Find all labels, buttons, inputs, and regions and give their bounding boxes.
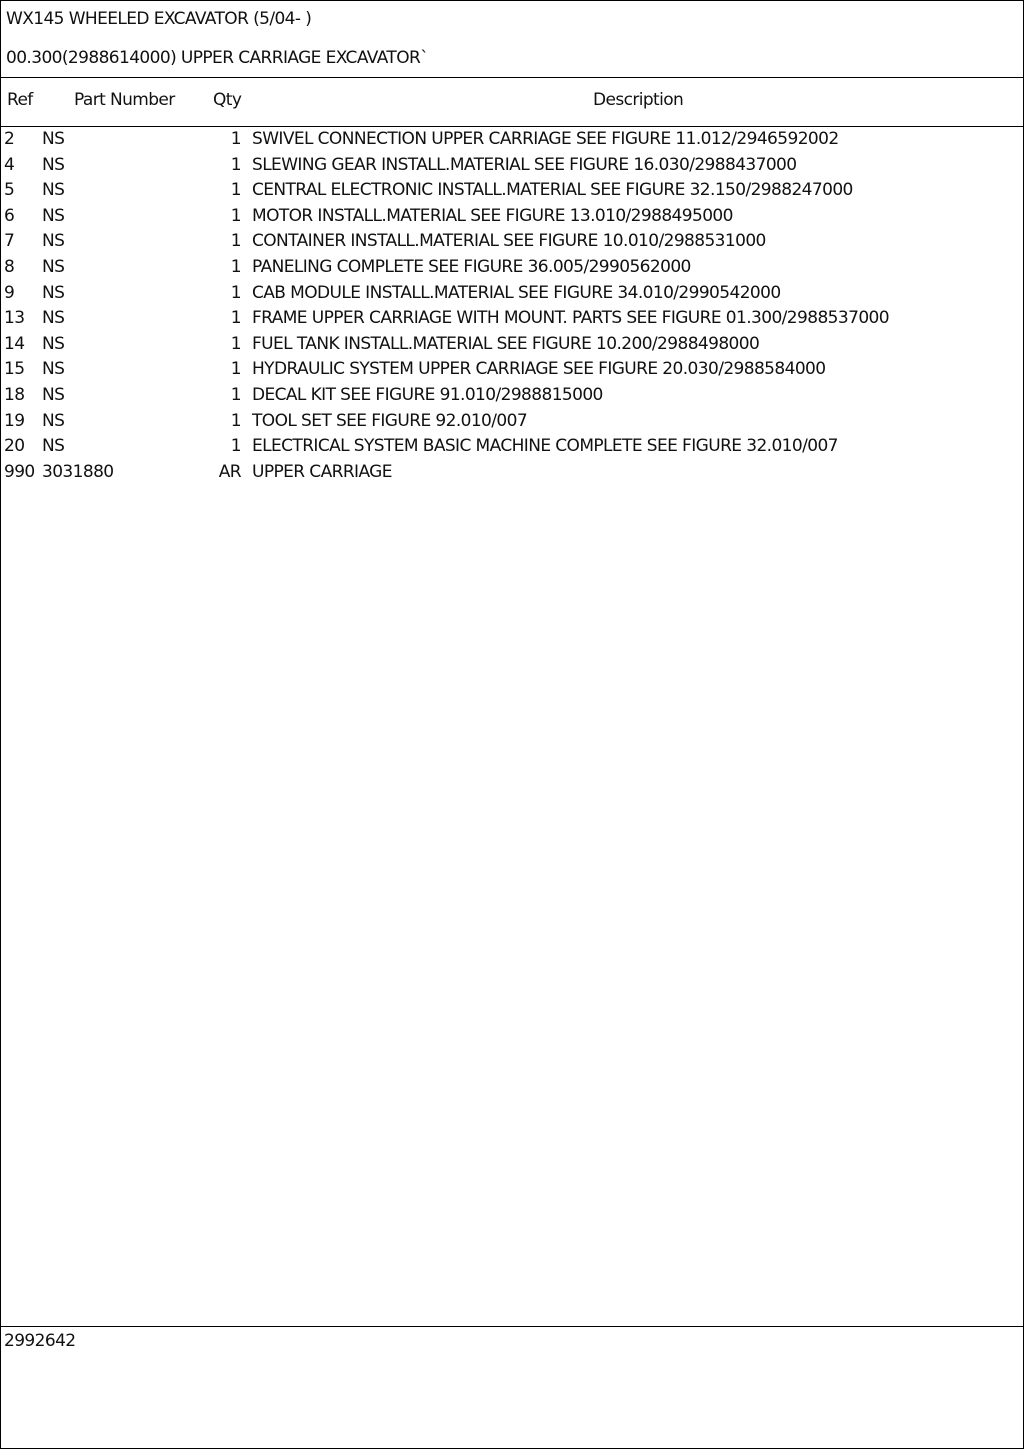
footer-code: 2992642: [4, 1331, 76, 1351]
qty-cell: 1: [230, 410, 241, 431]
ref-cell: 20: [4, 436, 25, 457]
qty-cell: 1: [230, 282, 241, 303]
ref-cell: 990: [4, 461, 35, 482]
ref-cell: 4: [4, 154, 15, 175]
ref-cell: 15: [4, 359, 25, 380]
footer-divider: [0, 1326, 1024, 1327]
table-row: [0, 180, 1024, 206]
part-number-cell: NS: [42, 359, 65, 380]
part-number-cell: NS: [42, 333, 65, 354]
qty-cell: AR: [218, 461, 241, 482]
qty-cell: 1: [230, 308, 241, 329]
ref-cell: 13: [4, 308, 25, 329]
table-row: [0, 385, 1024, 411]
document-subtitle: 00.300(2988614000) UPPER CARRIAGE EXCAVATOR`: [6, 48, 429, 68]
description-cell: FUEL TANK INSTALL.MATERIAL SEE FIGURE 10.200/2988498000: [252, 333, 760, 354]
part-number-cell: NS: [42, 256, 65, 277]
table-row: [0, 155, 1024, 181]
table-row: [0, 462, 1024, 488]
qty-cell: 1: [230, 205, 241, 226]
table-row: [0, 334, 1024, 360]
column-header-part-number: Part Number: [74, 90, 175, 110]
qty-cell: 1: [230, 384, 241, 405]
description-cell: CENTRAL ELECTRONIC INSTALL.MATERIAL SEE FIGURE 32.150/2988247000: [252, 180, 853, 201]
qty-cell: 1: [230, 231, 241, 252]
qty-cell: 1: [230, 154, 241, 175]
part-number-cell: NS: [42, 205, 65, 226]
ref-cell: 6: [4, 205, 15, 226]
description-cell: DECAL KIT SEE FIGURE 91.010/2988815000: [252, 384, 603, 405]
part-number-cell: NS: [42, 129, 65, 149]
description-cell: FRAME UPPER CARRIAGE WITH MOUNT. PARTS SEE FIGURE 01.300/2988537000: [252, 308, 889, 329]
part-number-cell: 3031880: [42, 461, 114, 482]
column-header-qty: Qty: [213, 90, 242, 110]
description-cell: CAB MODULE INSTALL.MATERIAL SEE FIGURE 34.010/2990542000: [252, 282, 781, 303]
ref-cell: 8: [4, 256, 15, 277]
table-row: [0, 231, 1024, 257]
table-row: [0, 129, 1024, 155]
ref-cell: 19: [4, 410, 25, 431]
description-cell: PANELING COMPLETE SEE FIGURE 36.005/2990562000: [252, 256, 691, 277]
table-row: [0, 283, 1024, 309]
ref-cell: 9: [4, 282, 15, 303]
part-number-cell: NS: [42, 384, 65, 405]
description-cell: HYDRAULIC SYSTEM UPPER CARRIAGE SEE FIGURE 20.030/2988584000: [252, 359, 826, 380]
table-row: [0, 411, 1024, 437]
ref-cell: 18: [4, 384, 25, 405]
table-row: [0, 436, 1024, 462]
part-number-cell: NS: [42, 154, 65, 175]
ref-cell: 2: [4, 129, 15, 149]
column-header-divider: [0, 126, 1024, 127]
table-row: [0, 308, 1024, 334]
column-header-description: Description: [593, 90, 684, 110]
qty-cell: 1: [230, 436, 241, 457]
part-number-cell: NS: [42, 231, 65, 252]
part-number-cell: NS: [42, 436, 65, 457]
header-divider: [0, 77, 1024, 78]
ref-cell: 5: [4, 180, 15, 201]
part-number-cell: NS: [42, 308, 65, 329]
document-title: WX145 WHEELED EXCAVATOR (5/04- ): [6, 9, 312, 29]
part-number-cell: NS: [42, 282, 65, 303]
ref-cell: 14: [4, 333, 25, 354]
qty-cell: 1: [230, 129, 241, 149]
description-cell: MOTOR INSTALL.MATERIAL SEE FIGURE 13.010/2988495000: [252, 205, 733, 226]
table-row: [0, 359, 1024, 385]
parts-table: [0, 129, 1024, 487]
description-cell: SWIVEL CONNECTION UPPER CARRIAGE SEE FIGURE 11.012/2946592002: [252, 129, 839, 149]
qty-cell: 1: [230, 333, 241, 354]
table-row: [0, 257, 1024, 283]
description-cell: ELECTRICAL SYSTEM BASIC MACHINE COMPLETE SEE FIGURE 32.010/007: [252, 436, 838, 457]
part-number-cell: NS: [42, 180, 65, 201]
part-number-cell: NS: [42, 410, 65, 431]
qty-cell: 1: [230, 256, 241, 277]
description-cell: UPPER CARRIAGE: [252, 461, 392, 482]
qty-cell: 1: [230, 359, 241, 380]
description-cell: SLEWING GEAR INSTALL.MATERIAL SEE FIGURE 16.030/2988437000: [252, 154, 797, 175]
ref-cell: 7: [4, 231, 15, 252]
table-row: [0, 206, 1024, 232]
qty-cell: 1: [230, 180, 241, 201]
description-cell: CONTAINER INSTALL.MATERIAL SEE FIGURE 10.010/2988531000: [252, 231, 766, 252]
description-cell: TOOL SET SEE FIGURE 92.010/007: [252, 410, 528, 431]
column-header-ref: Ref: [7, 90, 33, 110]
